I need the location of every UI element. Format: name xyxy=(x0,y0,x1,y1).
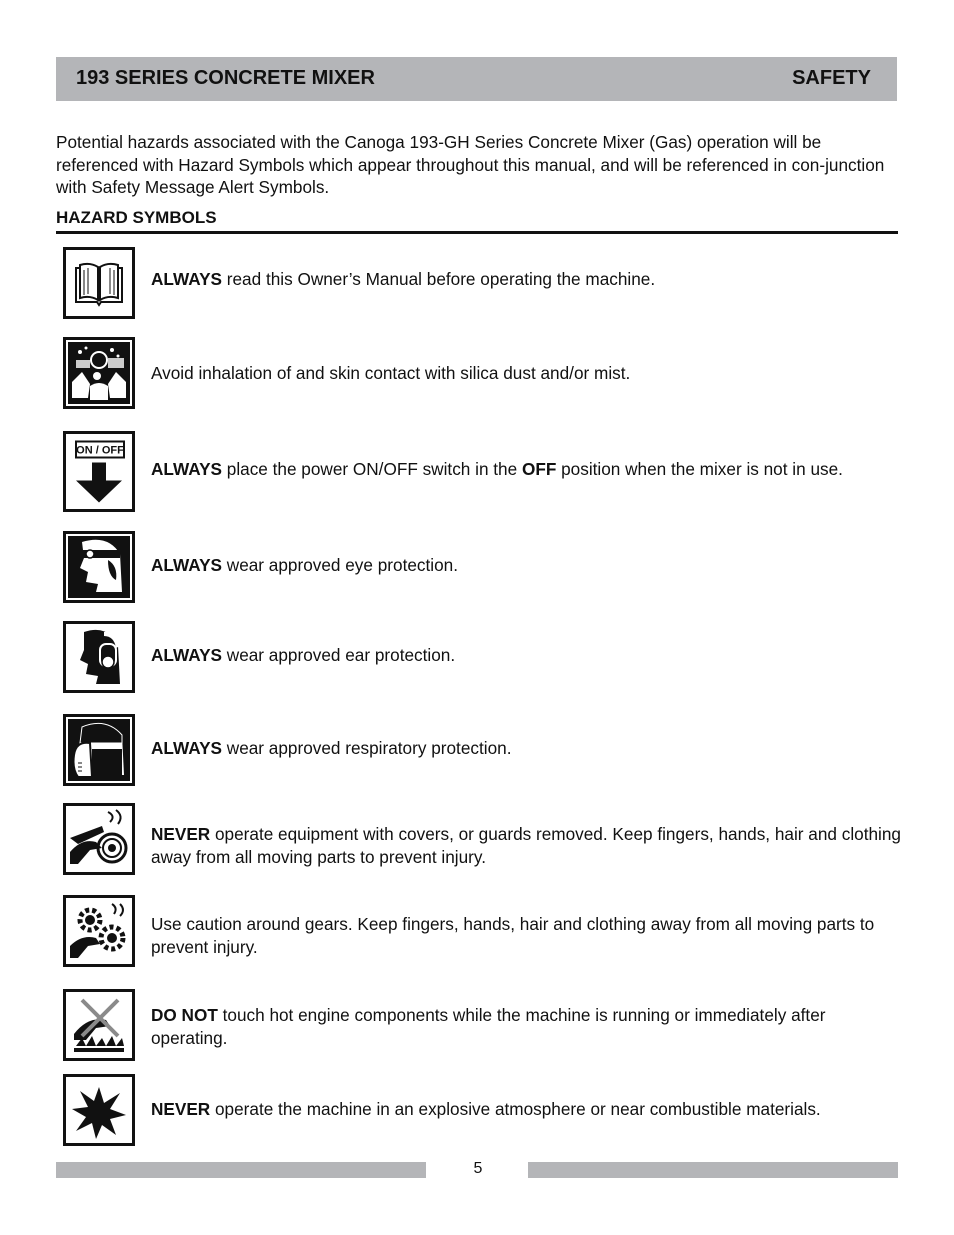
section-title: SAFETY xyxy=(792,67,871,89)
symbol-text: ALWAYS read this Owner’s Manual before operating the machine. xyxy=(151,269,656,289)
page-number: 5 xyxy=(473,1160,483,1177)
footer-bar-left xyxy=(56,1162,426,1178)
symbol-text: NEVER operate equipment with covers, or guards removed. Keep fingers, hands, hair and clothing away from all moving parts to prevent injury. xyxy=(151,824,901,867)
explosion-icon xyxy=(63,1074,135,1146)
section-divider xyxy=(56,231,898,234)
footer-bar-right xyxy=(528,1162,898,1178)
symbol-text: ALWAYS place the power ON/OFF switch in the OFF position when the mixer is not in use. xyxy=(151,459,843,479)
document-title: 193 SERIES CONCRETE MIXER xyxy=(76,67,375,89)
eye-protection-icon xyxy=(63,531,135,603)
manual-book-icon xyxy=(63,247,135,319)
intro-paragraph: Potential hazards associated with the Canoga 193-GH Series Concrete Mixer (Gas) operation will be referenced with Hazard Symbols which appear throughout this manual, and will be referenced in con-junction with Safety Message Alert Symbols. xyxy=(56,132,885,197)
symbol-text: NEVER operate the machine in an explosive atmosphere or near combustible materials. xyxy=(151,1099,821,1119)
header-bar xyxy=(56,57,897,101)
symbol-text: DO NOT touch hot engine components while the machine is running or immediately after operating. xyxy=(151,1005,826,1048)
symbol-text: ALWAYS wear approved ear protection. xyxy=(151,645,456,665)
respiratory-protection-icon xyxy=(63,714,135,786)
symbol-text: Avoid inhalation of and skin contact with silica dust and/or mist. xyxy=(151,363,631,383)
svg-text:ON / OFF: ON / OFF xyxy=(76,444,124,457)
symbol-text: ALWAYS wear approved eye protection. xyxy=(151,555,458,575)
gears-hand-icon xyxy=(63,895,135,967)
hazard-symbols-heading: HAZARD SYMBOLS xyxy=(56,208,217,227)
guards-removed-icon xyxy=(63,803,135,875)
symbol-text: ALWAYS wear approved respiratory protection. xyxy=(151,738,512,758)
on-off-switch-icon xyxy=(63,431,135,512)
hot-surface-icon xyxy=(63,989,135,1061)
silica-dust-icon xyxy=(63,337,135,409)
symbol-text: Use caution around gears. Keep fingers, hands, hair and clothing away from all moving parts to prevent injury. xyxy=(151,914,875,957)
ear-protection-icon xyxy=(63,621,135,693)
